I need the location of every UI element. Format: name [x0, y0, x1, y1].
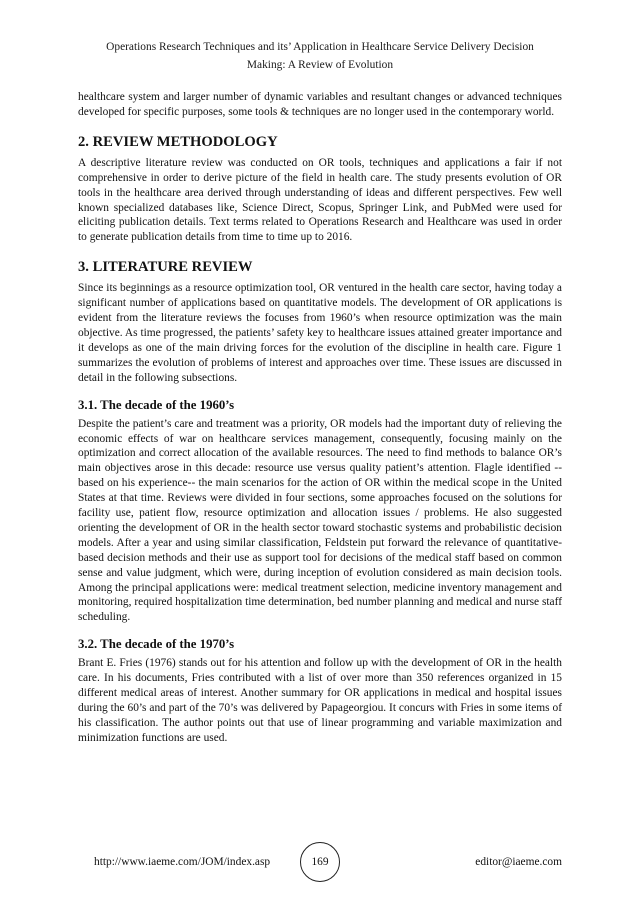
subsection-1970s [78, 637, 562, 745]
section-heading: 3. LITERATURE REVIEW [78, 259, 253, 276]
subsection-paragraph: Brant E. Fries (1976) stands out for his attention and follow up with the development of OR in the health care. In his documents, Fries contributed with a list of over more than 350 references organized in 15 different medical areas of interest. Another summary for OR applications in medical and hospital issues during the 60’s and part of the 70’s was delivered by Papageorgiou. It concurs with Fries in some items of his classification. The author points out that use of linear programming and variable maximization and minimization functions are used. [78, 657, 562, 744]
section-review-methodology [78, 134, 562, 245]
running-header-line-2: Making: A Review of Evolution [246, 59, 394, 71]
section-heading: 2. REVIEW METHODOLOGY [78, 133, 278, 150]
section-paragraph: A descriptive literature review was conducted on OR tools, techniques and applications a fair if not comprehensive in order to derive picture of the field in health care. The study presents evolution of OR tools in the healthcare area derived through understanding of ideas and different perspectives. Few well known specialized databases like, Science Direct, Scopus, Springer Link, and PubMed were used for eliciting publication details. Text terms related to Operations Research and Healthcare was used in order to generate publication details from time to time up to 2016. [78, 156, 562, 244]
footer-email-link[interactable]: editor@iaeme.com [475, 856, 562, 868]
page-content [78, 90, 562, 746]
subsection-heading: 3.1. The decade of the 1960’s [78, 397, 235, 412]
section-paragraph: Since its beginnings as a resource optimization tool, OR ventured in the health care sector, having today a significant number of applications based on quantitative models. The development of OR applications is evident from the literature reviews the focuses from 1960’s when resource optimization was the main objective. As time progressed, the patients’ safety key to healthcare issues attained greater importance and it develops as one of the main driving forces for the evolution of the discipline in health care. Figure 1 summarizes the evolution of problems of interest and approaches over time. These issues are discussed in detail in the following subsections. [78, 282, 562, 384]
subsection-paragraph: Despite the patient’s care and treatment was a priority, OR models had the important duty of relieving the economic effects of war on healthcare services management, consequently, focusing mainly on the optimization and correct allocation of the available resources. The need to find methods to balance OR’s main objectives arose in this decade: resource use versus quality patient’s attention. Flagle identified --based on his experience-- the main scenarios for the action of OR within the medical scope in the United States at that time. Reviews were divided in four sections, some approaches focused on the solutions for facility use, patient flow, resource optimization and allocation issues / problems. He also suggested orienting the development of OR in the health sector toward stochastic systems and probabilistic decision models. After a year and using similar classification, Feldstein put forward the relevance of quantitative-based decision methods and their use as support tool for decisions of the medical staff based on common sense and value judgment, which were, during inception of evolution considered as main decision tools. Among the principal applications were: medical treatment selection, medicine inventory management and monitoring, required hospitalization time determination, bed number planning and medical and nurse staff scheduling. [78, 417, 562, 624]
running-header-line-1: Operations Research Techniques and its’ Application in Healthcare Service Delivery Decision [106, 41, 534, 53]
subsection-1960s [78, 398, 562, 626]
intro-paragraph: healthcare system and larger number of dynamic variables and resultant changes or advanced techniques developed for specific purposes, some tools & techniques are no longer used in the contemporary world. [78, 91, 562, 118]
subsection-heading: 3.2. The decade of the 1970’s [78, 637, 235, 652]
page-footer [78, 842, 562, 882]
section-literature-review [78, 259, 562, 385]
footer-url-link[interactable]: http://www.iaeme.com/JOM/index.asp [94, 856, 271, 868]
page-number-badge: 169 [300, 842, 340, 882]
running-header [78, 38, 562, 74]
